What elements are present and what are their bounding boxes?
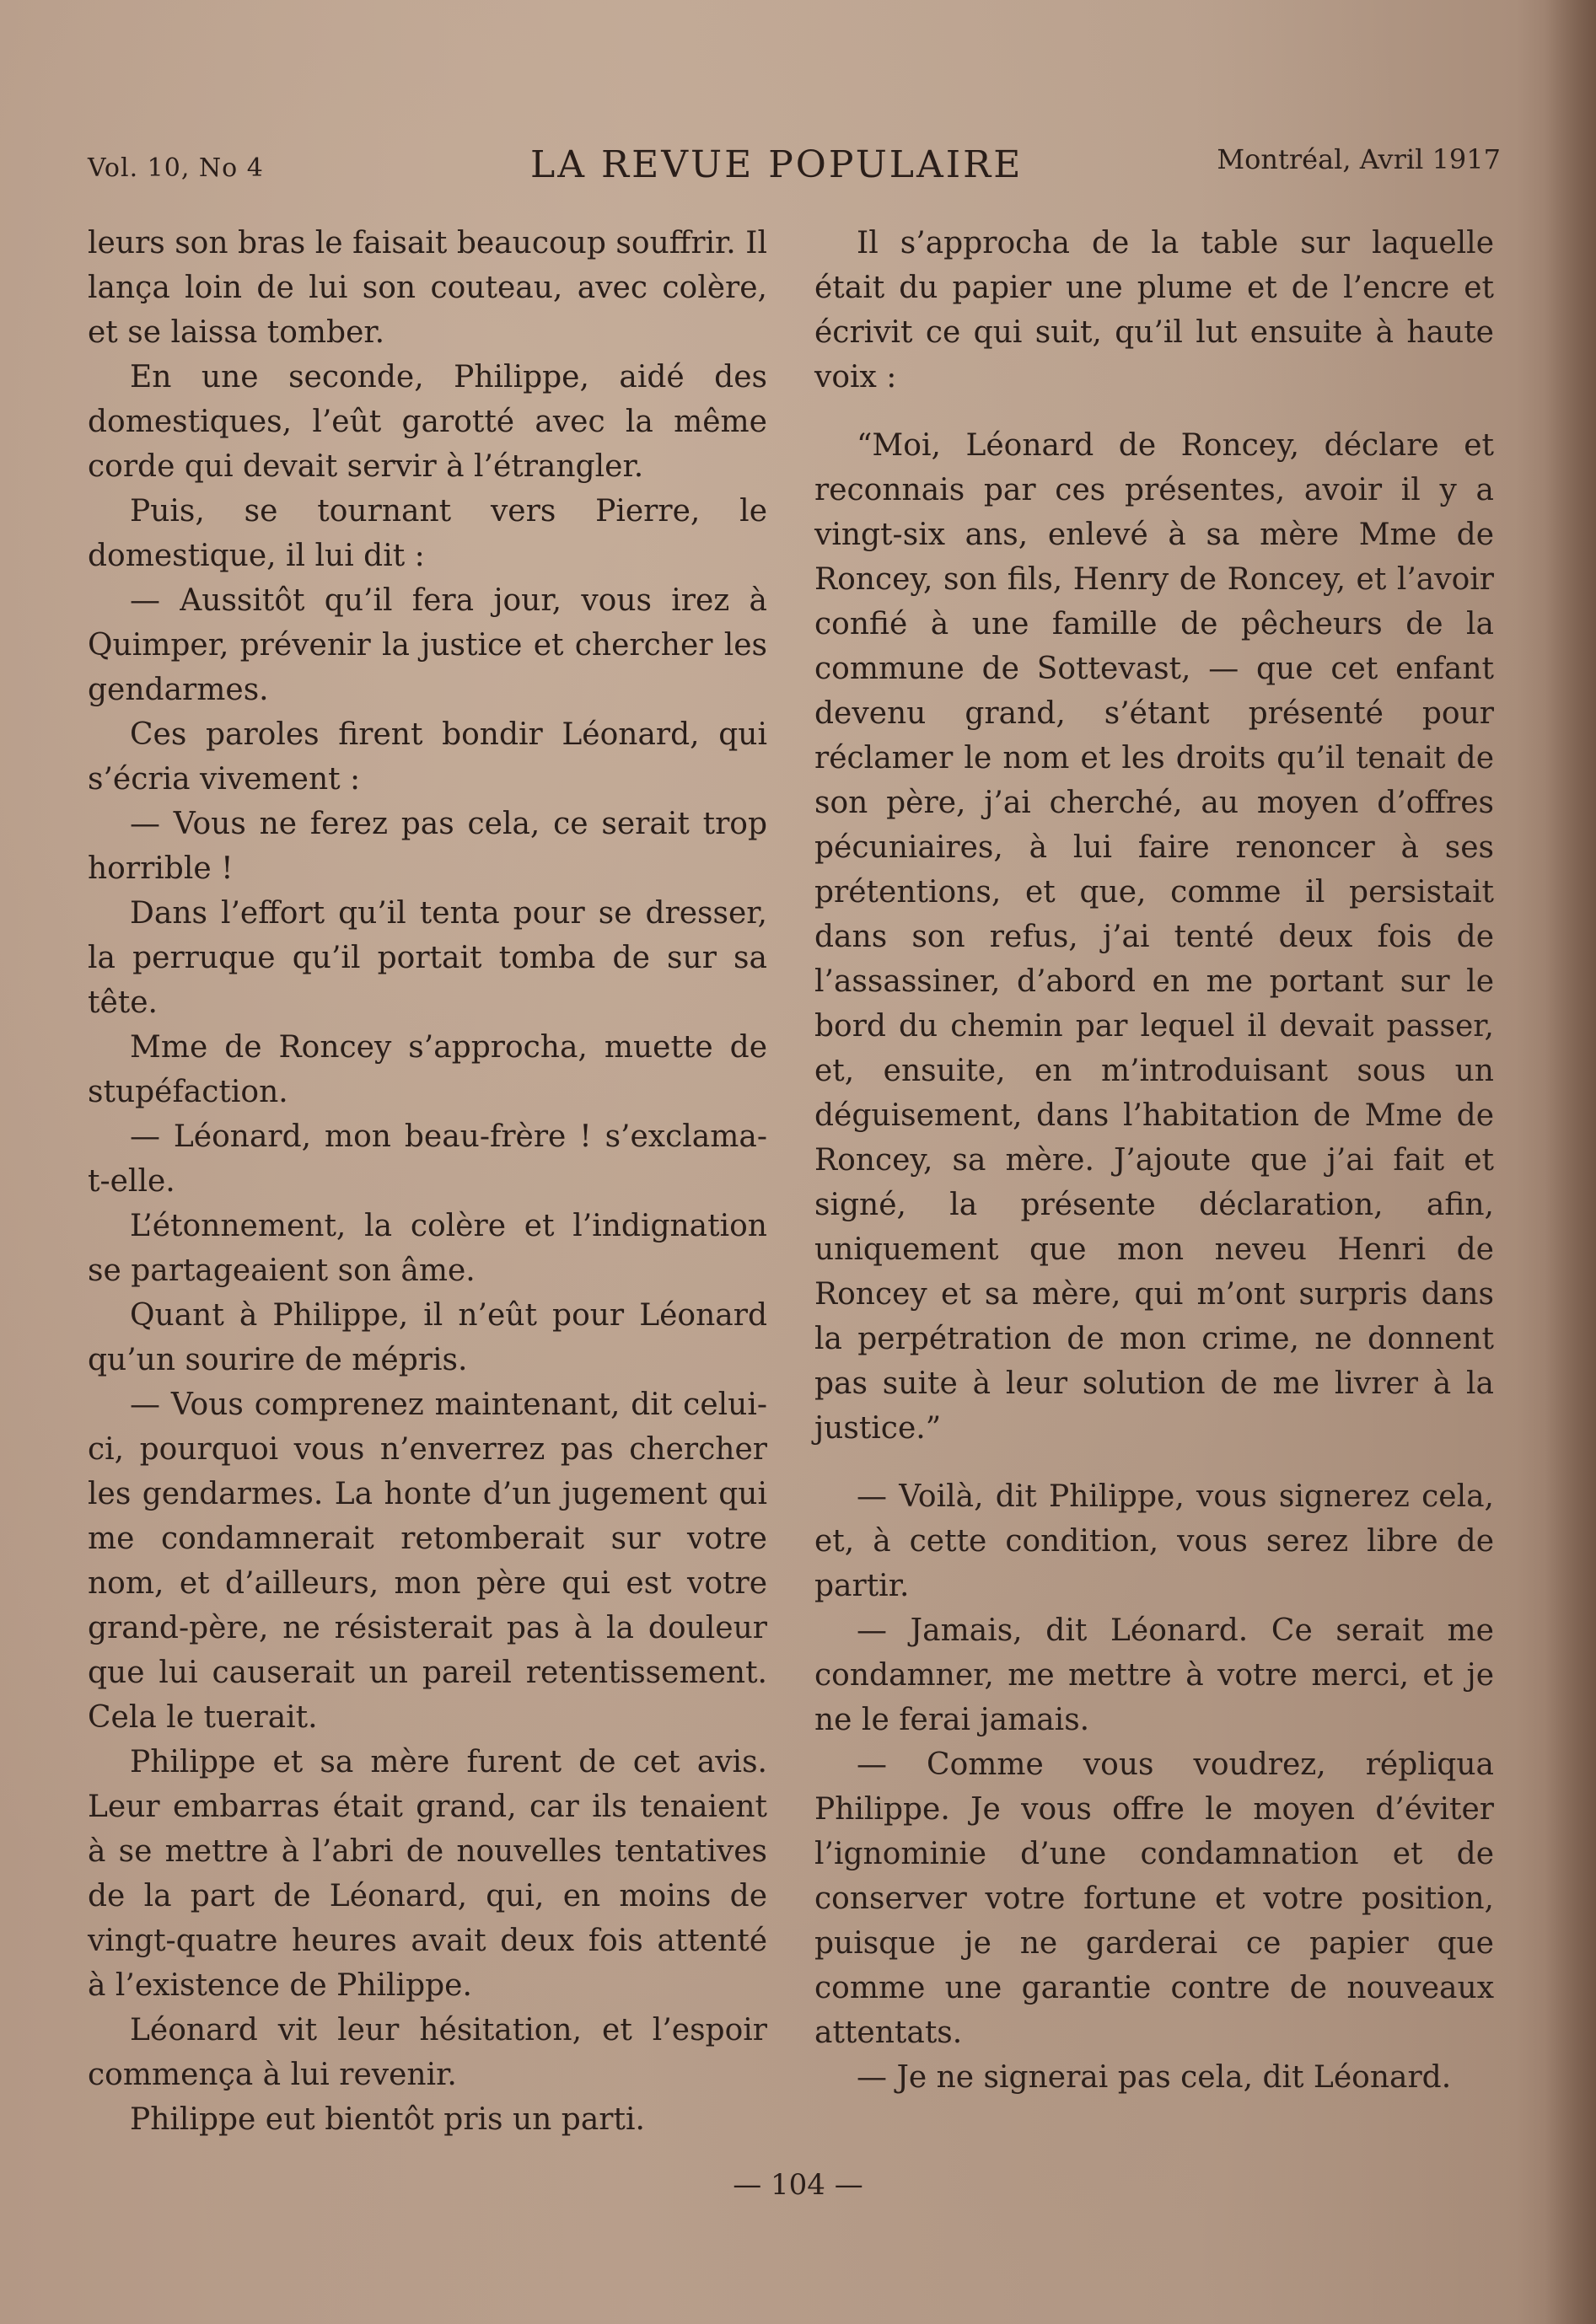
right-column bbox=[814, 221, 1494, 2100]
paragraph: Il s’approcha de la table sur laquelle était du papier une plume et de l’encre et écrivit ce qui suit, qu’il lut ensuite à haute voix : bbox=[814, 226, 1494, 394]
left-column bbox=[88, 221, 767, 2142]
publication-title: LA REVUE POPULAIRE bbox=[530, 143, 1024, 186]
paragraph: — Je ne signerai pas cela, dit Léonard. bbox=[857, 2060, 1452, 2095]
paragraph: — Léonard, mon beau-frère ! s’exclama-t-elle. bbox=[88, 1119, 767, 1199]
paragraph: — Vous ne ferez pas cela, ce serait trop horrible ! bbox=[88, 807, 767, 886]
paragraph: En une seconde, Philippe, aidé des domestiques, l’eût garotté avec la même corde qui devait servir à l’étrangler. bbox=[88, 360, 767, 484]
paragraph: Philippe eut bientôt pris un parti. bbox=[130, 2102, 645, 2137]
page-binding-shadow bbox=[1545, 0, 1596, 2324]
paragraph: Dans l’effort qu’il tenta pour se dresser, la perruque qu’il portait tomba de sur sa tête. bbox=[88, 896, 767, 1020]
paragraph: — Voilà, dit Philippe, vous signerez cela, et, à cette condition, vous serez libre de partir. bbox=[814, 1479, 1494, 1603]
paragraph: Mme de Roncey s’approcha, muette de stupéfaction. bbox=[88, 1030, 767, 1109]
page-number: — 104 — bbox=[733, 2168, 863, 2202]
paragraph: — Aussitôt qu’il fera jour, vous irez à Quimper, prévenir la justice et chercher les gendarmes. bbox=[88, 583, 767, 707]
paragraph: — Jamais, dit Léonard. Ce serait me condamner, me mettre à votre merci, et je ne le ferai jamais. bbox=[814, 1613, 1494, 1737]
paragraph: — Vous comprenez maintenant, dit celui-ci, pourquoi vous n’enverrez pas chercher les gendarmes. La honte d’un jugement qui me condamnerait retomberait sur votre nom, et d’ailleurs, mon père qui est votre grand-père, ne résisterait pas à la douleur que lui causerait un pareil retentissement. Cela le tuerait. bbox=[88, 1387, 767, 1735]
paragraph: Ces paroles firent bondir Léonard, qui s’écria vivement : bbox=[88, 717, 767, 797]
paragraph: Philippe et sa mère furent de cet avis. Leur embarras était grand, car ils tenaient à se mettre à l’abri de nouvelles tentatives de la part de Léonard, qui, en moins de vingt-quatre heures avait deux fois attenté à l’existence de Philippe. bbox=[88, 1745, 767, 2003]
paragraph: Quant à Philippe, il n’eût pour Léonard qu’un sourire de mépris. bbox=[88, 1298, 767, 1377]
paragraph: Puis, se tournant vers Pierre, le domestique, il lui dit : bbox=[88, 494, 767, 573]
running-header bbox=[88, 143, 1501, 194]
paragraph: leurs son bras le faisait beaucoup souffrir. Il lança loin de lui son couteau, avec colère, et se laissa tomber. bbox=[88, 226, 767, 350]
paragraph: — Comme vous voudrez, répliqua Philippe. Je vous offre le moyen d’éviter l’ignominie d’une condamnation et de conserver votre fortune et votre position, puisque je ne garderai ce papier que comme une garantie contre de nouveaux attentats. bbox=[814, 1747, 1494, 2050]
paragraph: L’étonnement, la colère et l’indignation se partageaient son âme. bbox=[88, 1209, 767, 1288]
declaration-quote: “Moi, Léonard de Roncey, déclare et reconnais par ces présentes, avoir il y a vingt-six ans, enlevé à sa mère Mme de Roncey, son fils, Henry de Roncey, et l’avoir confié à une famille de pêcheurs de la commune de Sottevast, — que cet enfant devenu grand, s’étant présenté pour réclamer le nom et les droits qu’il tenait de son père, j’ai cherché, au moyen d’offres pécuniaires, à lui faire renoncer à ses prétentions, et que, comme il persistait dans son refus, j’ai tenté deux fois de l’assassiner, d’abord en me portant sur le bord du chemin par lequel il devait passer, et, ensuite, en m’introduisant sous un déguisement, dans l’habitation de Mme de Roncey, sa mère. J’ajoute que j’ai fait et signé, la présente déclaration, afin, uniquement que mon neveu Henri de Roncey et sa mère, qui m’ont surpris dans la perpétration de mon crime, ne donnent pas suite à leur solution de me livrer à la justice.” bbox=[814, 428, 1494, 1446]
volume-issue: Vol. 10, No 4 bbox=[88, 153, 264, 183]
issue-date: Montréal, Avril 1917 bbox=[1217, 143, 1501, 175]
paragraph: Léonard vit leur hésitation, et l’espoir commença à lui revenir. bbox=[88, 2013, 767, 2092]
